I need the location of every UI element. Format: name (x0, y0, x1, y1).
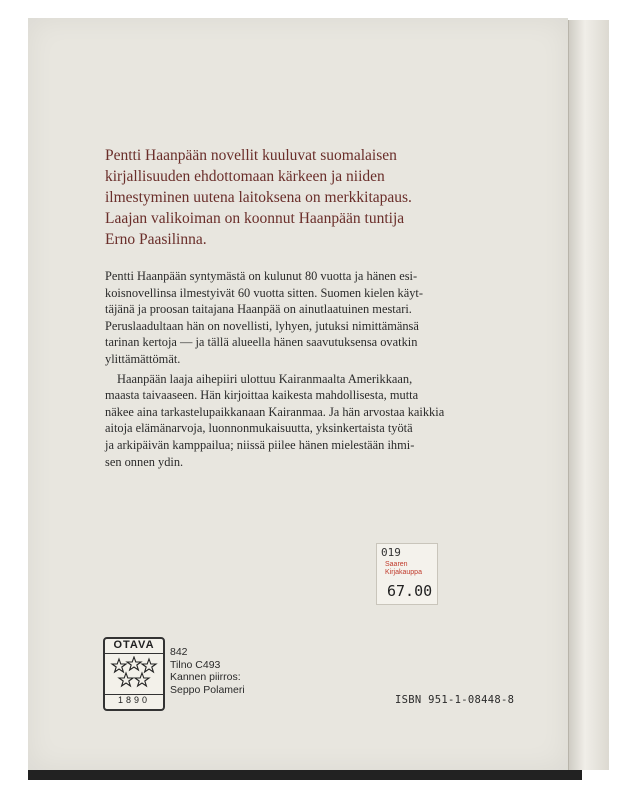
description-paragraph-2: Haanpään laaja aihepiiri ulottuu Kairanmaalta Amerikkaan, maasta taivaaseen. Hän kirjoittaa kaikesta mahdollisesta, mutta näkee aina tarkastelupaikkanaan Kairanmaa. Ja hän arvostaa kaikkia aitoja elämänarvoja, luonnonmukaisuutta, yksinkertaista työtä ja arkipäivän kamppailua; niissä piilee hänen mielestään ihmi- sen onnen ydin. (105, 371, 445, 469)
book-bottom-edge (28, 770, 582, 780)
publication-info: 842 Tilno C493 Kannen piirros: Seppo Polameri (170, 646, 245, 696)
sticker-number: 019 (381, 546, 401, 559)
cover-panel (28, 18, 568, 770)
book-spine (568, 20, 609, 770)
logo-name: OTAVA (105, 639, 163, 654)
description-paragraph-1: Pentti Haanpään syntymästä on kulunut 80 vuotta ja hänen esi- koisnovellinsa ilmestyivät 60 vuotta sitten. Suomen kielen käyt- täjänä ja proosan taitajana Haanpää on ainutlaatuinen mestari. Peruslaadultaan hän on novellisti, lyhyen, jutuksi nimittämänsä tarinan kertoja — ja tällä alueella hänen saavutuksensa ovatkin ylittämättömät. (105, 269, 423, 366)
publisher-logo (103, 637, 165, 711)
stars-icon (109, 656, 159, 690)
logo-year: 1890 (105, 694, 163, 709)
sticker-price: 67.00 (387, 582, 433, 600)
book-back-cover (28, 18, 582, 780)
isbn-number: ISBN 951-1-08448-8 (395, 694, 515, 706)
sticker-shop-stamp: Saaren Kirjakauppa (385, 561, 422, 576)
blurb-text: Pentti Haanpään novellit kuuluvat suomalaisen kirjallisuuden ehdottomaan kärkeen ja niiden ilmestyminen uutena laitoksena on merkkitapaus. Laajan valikoiman on koonnut Haanpään tuntija Erno Paasilinna. (105, 147, 412, 248)
price-sticker (376, 543, 438, 605)
description-text (105, 268, 525, 470)
